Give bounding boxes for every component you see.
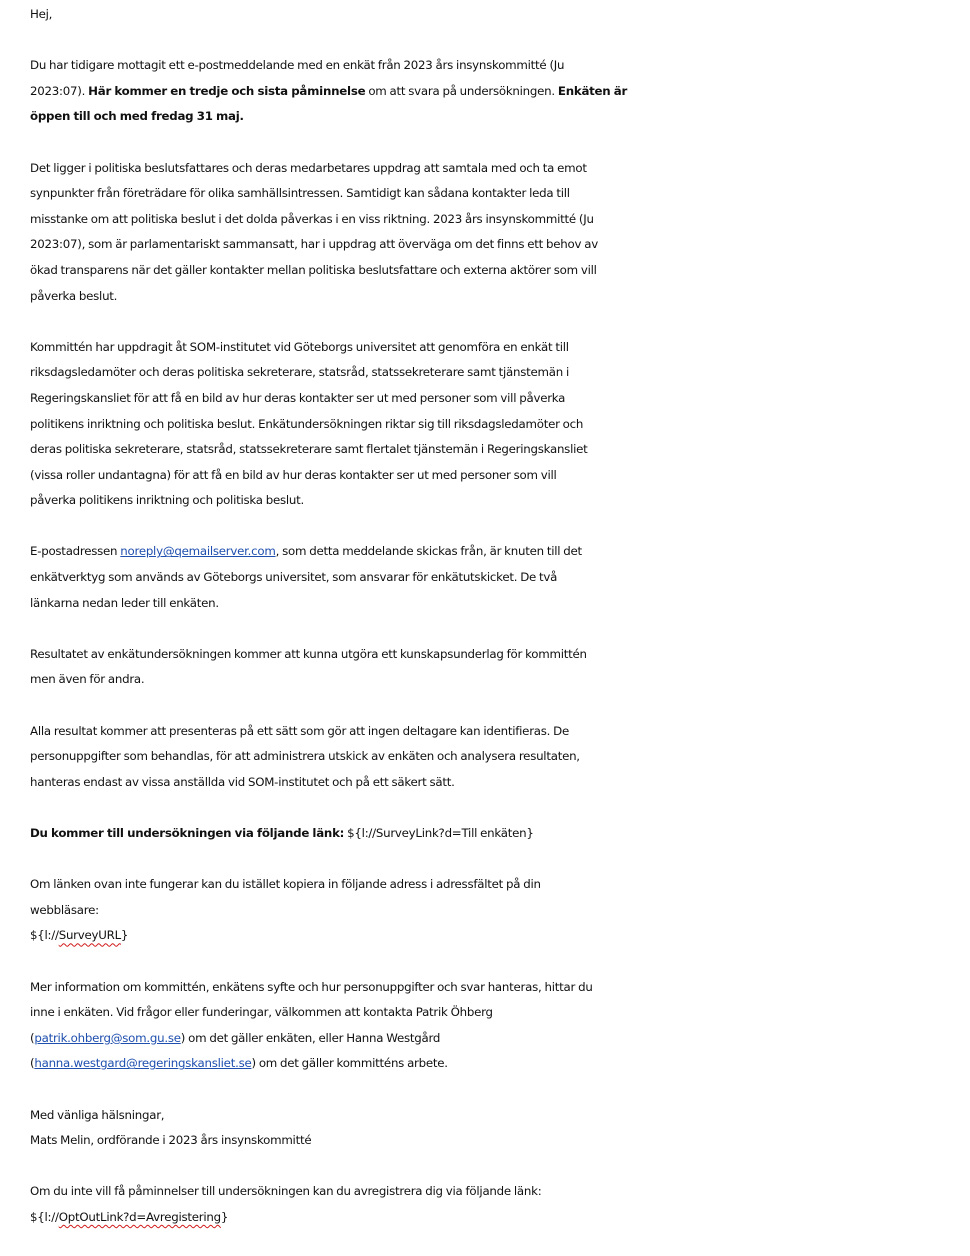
opt-out-suffix: } (220, 1209, 229, 1224)
survey-link-placeholder[interactable]: ${l://SurveyLink?d=Till enkäten} (344, 826, 534, 840)
survey-url-placeholder[interactable] (30, 923, 960, 949)
contact-line-3-end: ) om det gäller enkäten, eller Hanna Westgård (180, 1030, 441, 1045)
noreply-email-link[interactable]: noreply@qemailserver.com (120, 544, 276, 559)
opt-out-paragraph (30, 1179, 960, 1230)
fallback-url-paragraph (30, 872, 960, 949)
reminder-bold-text: Här kommer en tredje och sista påminnelse (88, 83, 366, 98)
intro-line-1: Du har tidigare mottagit ett e-postmeddelande med en enkät från 2023 års insynskommitté (Ju (30, 58, 565, 73)
greeting (30, 2, 960, 28)
greeting-text: Hej, (30, 7, 53, 21)
survey-link-label: Du kommer till undersökningen via följande länk: (30, 826, 345, 840)
fallback-line-1: Om länken ovan inte fungerar kan du istället kopiera in följande adress i adressfältet på din (30, 877, 541, 892)
patrik-email-link[interactable]: patrik.ohberg@som.gu.se (34, 1030, 181, 1045)
assignment-line: påverka politikens inriktning och politiska beslut. (30, 493, 305, 508)
contact-line-1: Mer information om kommittén, enkätens syfte och hur personuppgifter och svar hanteras, hittar du (30, 979, 593, 994)
background-line: synpunkter från företrädare för olika samhällsintressen. Samtidigt kan sådana kontakter leda till (30, 186, 570, 201)
intro-paragraph (30, 53, 960, 130)
intro-line-2-mid: om att svara på undersökningen. (365, 83, 558, 98)
opt-out-link-placeholder[interactable] (30, 1205, 960, 1231)
survey-link-paragraph (30, 821, 960, 847)
sender-paragraph (30, 539, 960, 616)
contact-line-3 (30, 1026, 960, 1052)
background-line: Det ligger i politiska beslutsfattares och deras medarbetares uppdrag att samtala med och ta emot (30, 160, 587, 175)
intro-line-2 (30, 79, 960, 105)
opt-out-line-1: Om du inte vill få påminnelser till undersökningen kan du avregistrera dig via följande länk: (30, 1184, 542, 1199)
sign-off: Med vänliga hälsningar, (30, 1107, 165, 1122)
sender-line-3: länkarna nedan leder till enkäten. (30, 595, 219, 610)
background-line: 2023:07), som är parlamentariskt sammansatt, har i uppdrag att överväga om det finns ett behov av (30, 237, 598, 252)
results-line: men även för andra. (30, 672, 145, 687)
sender-line-1-start: E-postadressen (30, 544, 121, 559)
signature-paragraph (30, 1103, 960, 1154)
survey-open-bold-text: Enkäten är (557, 83, 628, 98)
sender-line-2: enkätverktyg som används av Göteborgs universitet, som ansvarar för enkätutskicket. De två (30, 570, 558, 585)
sender-line-1-end: , som detta meddelande skickas från, är knuten till det (275, 544, 582, 559)
contact-line-4-end: ) om det gäller kommitténs arbete. (251, 1056, 448, 1071)
opt-out-prefix: ${l:// (30, 1209, 59, 1224)
paren-open: ( (30, 1056, 35, 1071)
background-paragraph (30, 156, 960, 310)
assignment-line: riksdagsledamöter och deras politiska sekreterare, statsråd, statssekreterare samt tjänstemän i (30, 365, 569, 380)
paren-open: ( (30, 1030, 35, 1045)
background-line: påverka beslut. (30, 288, 118, 303)
opt-out-spellcheck-word: OptOutLink?d=Avregistering (58, 1209, 221, 1224)
survey-url-spellcheck-word: SurveyURL (58, 928, 121, 943)
privacy-line: personuppgifter som behandlas, för att administrera utskick av enkäten och analysera resultaten, (30, 749, 580, 764)
assignment-line: (vissa roller undantagna) för att få en bild av hur deras kontakter ser ut med personer som vill (30, 467, 557, 482)
contact-paragraph (30, 975, 960, 1077)
signature-name: Mats Melin, ordförande i 2023 års insynskommitté (30, 1133, 312, 1148)
background-line: ökad transparens när det gäller kontakter mellan politiska beslutsfattare och externa aktörer som vill (30, 262, 597, 277)
privacy-line: hanteras endast av vissa anställda vid SOM-institutet och på ett säkert sätt. (30, 774, 455, 789)
assignment-paragraph (30, 335, 960, 514)
assignment-line: Kommittén har uppdragit åt SOM-institutet vid Göteborgs universitet att genomföra en enkät till (30, 339, 569, 354)
email-body (30, 2, 960, 1256)
survey-url-prefix: ${l:// (30, 928, 59, 943)
assignment-line: politikens inriktning och politiska beslut. Enkätundersökningen riktar sig till riksdagsledamöter och (30, 416, 584, 431)
deadline-bold-text: öppen till och med fredag 31 maj. (30, 109, 244, 124)
sender-line-1 (30, 539, 960, 565)
assignment-line: deras politiska sekreterare, statsråd, statssekreterare samt flertalet tjänstemän i Regeringskansliet (30, 442, 588, 457)
hanna-email-link[interactable]: hanna.westgard@regeringskansliet.se (34, 1056, 252, 1071)
privacy-line: Alla resultat kommer att presenteras på ett sätt som gör att ingen deltagare kan identifieras. De (30, 723, 570, 738)
survey-url-suffix: } (120, 928, 129, 943)
background-line: misstanke om att politiska beslut i det dolda påverkas i en viss riktning. 2023 års insynskommitté (Ju (30, 211, 594, 226)
results-paragraph (30, 642, 960, 693)
privacy-paragraph (30, 719, 960, 796)
results-line: Resultatet av enkätundersökningen kommer att kunna utgöra ett kunskapsunderlag för kommittén (30, 646, 587, 661)
intro-line-2-start: 2023:07). (30, 83, 89, 98)
contact-line-2: inne i enkäten. Vid frågor eller funderingar, välkommen att kontakta Patrik Öhberg (30, 1005, 493, 1020)
fallback-line-2: webbläsare: (30, 902, 99, 917)
assignment-line: Regeringskansliet för att få en bild av hur deras kontakter ser ut med personer som vill påverka (30, 390, 566, 405)
contact-line-4 (30, 1051, 960, 1077)
survey-link-line (30, 821, 960, 847)
